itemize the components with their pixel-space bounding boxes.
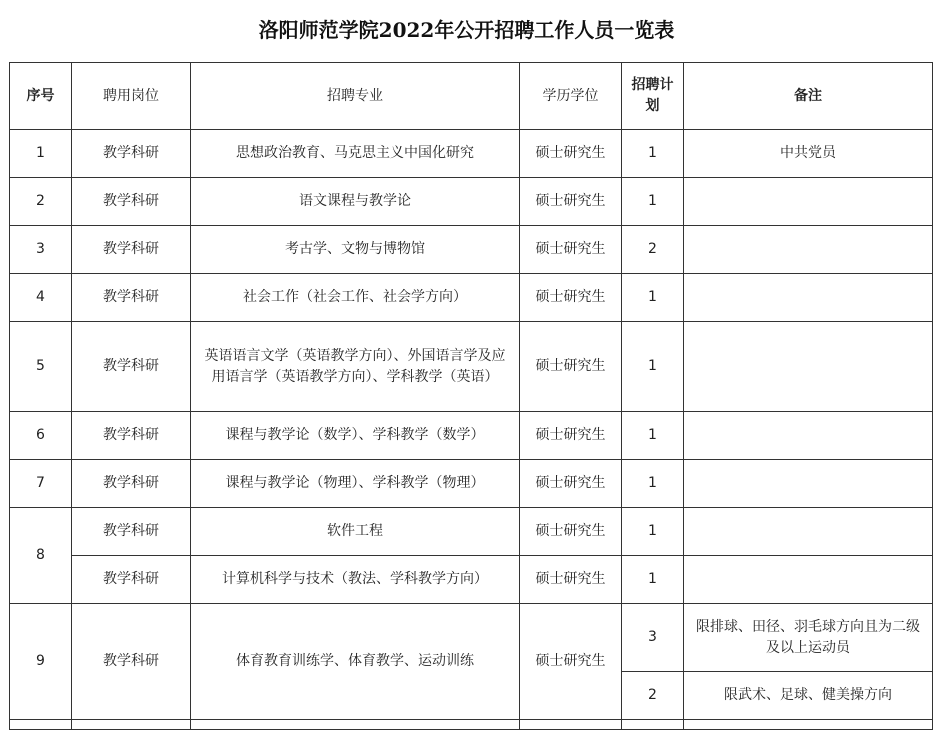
- cell-degree: 硕士研究生: [520, 556, 622, 604]
- cell-major: 课程与教学论（物理）、学科教学（物理）: [191, 460, 520, 508]
- cell-remark: [684, 322, 933, 412]
- table-row: [10, 178, 933, 226]
- header-plan: 招聘计划: [622, 63, 684, 130]
- table-row: [10, 604, 933, 672]
- cell-major: 体育教育训练学、体育教学、运动训练: [191, 604, 520, 720]
- cell-post: 教学科研: [72, 412, 191, 460]
- table-row: [10, 322, 933, 412]
- cell-major: 思想政治教育、马克思主义中国化研究: [191, 130, 520, 178]
- recruitment-table: [9, 62, 933, 730]
- cell-plan: 1: [622, 322, 684, 412]
- cell-no: 8: [10, 508, 72, 604]
- cell-remark: [684, 412, 933, 460]
- cell-post: 教学科研: [72, 274, 191, 322]
- cell-major: 课程与教学论（数学）、学科教学（数学）: [191, 412, 520, 460]
- header-post: 聘用岗位: [72, 63, 191, 130]
- cell-plan: 3: [622, 604, 684, 672]
- cell-major: 考古学、文物与博物馆: [191, 226, 520, 274]
- cell-remark: [684, 508, 933, 556]
- cell-degree: 硕士研究生: [520, 322, 622, 412]
- cell-degree: 硕士研究生: [520, 274, 622, 322]
- cell-major: 英语语言文学（英语教学方向）、外国语言学及应用语言学（英语教学方向）、学科教学（英语）: [191, 322, 520, 412]
- cell-major: 软件工程: [191, 508, 520, 556]
- cell-no: 6: [10, 412, 72, 460]
- cell-plan: 1: [622, 178, 684, 226]
- cell-major: 社会工作（社会工作、社会学方向）: [191, 274, 520, 322]
- cell-plan: 2: [622, 672, 684, 720]
- cell-degree: 硕士研究生: [520, 412, 622, 460]
- cell-plan: 1: [622, 412, 684, 460]
- table-row: [10, 460, 933, 508]
- header-no: 序号: [10, 63, 72, 130]
- cell-no: 4: [10, 274, 72, 322]
- cell-no: 5: [10, 322, 72, 412]
- cell-post: 教学科研: [72, 556, 191, 604]
- cell-plan: 1: [622, 130, 684, 178]
- cell-plan: 1: [622, 460, 684, 508]
- cell-no: 9: [10, 604, 72, 720]
- cell-post: 教学科研: [72, 508, 191, 556]
- cell-plan: 1: [622, 508, 684, 556]
- table-row: [10, 226, 933, 274]
- table-row-cutoff: [10, 720, 933, 730]
- table-row: [10, 130, 933, 178]
- header-major: 招聘专业: [191, 63, 520, 130]
- cell-no: 3: [10, 226, 72, 274]
- table-row: [10, 274, 933, 322]
- table-row: [10, 412, 933, 460]
- cell-post: 教学科研: [72, 460, 191, 508]
- cell-major: 语文课程与教学论: [191, 178, 520, 226]
- table-row: [10, 556, 933, 604]
- cell-remark: 限武术、足球、健美操方向: [684, 672, 933, 720]
- cell-post: 教学科研: [72, 604, 191, 720]
- cell-remark: 限排球、田径、羽毛球方向且为二级及以上运动员: [684, 604, 933, 672]
- cell-remark: [684, 460, 933, 508]
- header-degree: 学历学位: [520, 63, 622, 130]
- cell-plan: 1: [622, 274, 684, 322]
- table-row: [10, 508, 933, 556]
- cell-degree: 硕士研究生: [520, 226, 622, 274]
- cell-remark: [684, 178, 933, 226]
- cell-degree: 硕士研究生: [520, 460, 622, 508]
- cell-remark: [684, 556, 933, 604]
- cell-post: 教学科研: [72, 130, 191, 178]
- cell-post: 教学科研: [72, 178, 191, 226]
- cell-degree: 硕士研究生: [520, 130, 622, 178]
- cell-degree: 硕士研究生: [520, 178, 622, 226]
- table-header-row: [10, 63, 933, 130]
- cell-plan: 1: [622, 556, 684, 604]
- cell-post: 教学科研: [72, 322, 191, 412]
- cell-major: 计算机科学与技术（教法、学科教学方向）: [191, 556, 520, 604]
- cell-remark: 中共党员: [684, 130, 933, 178]
- cell-plan: 2: [622, 226, 684, 274]
- cell-remark: [684, 274, 933, 322]
- cell-degree: 硕士研究生: [520, 508, 622, 556]
- header-remark: 备注: [684, 63, 933, 130]
- cell-degree: 硕士研究生: [520, 604, 622, 720]
- cell-no: 1: [10, 130, 72, 178]
- page-title: 洛阳师范学院2022年公开招聘工作人员一览表: [258, 18, 675, 42]
- cell-post: 教学科研: [72, 226, 191, 274]
- cell-no: 2: [10, 178, 72, 226]
- cell-remark: [684, 226, 933, 274]
- cell-no: 7: [10, 460, 72, 508]
